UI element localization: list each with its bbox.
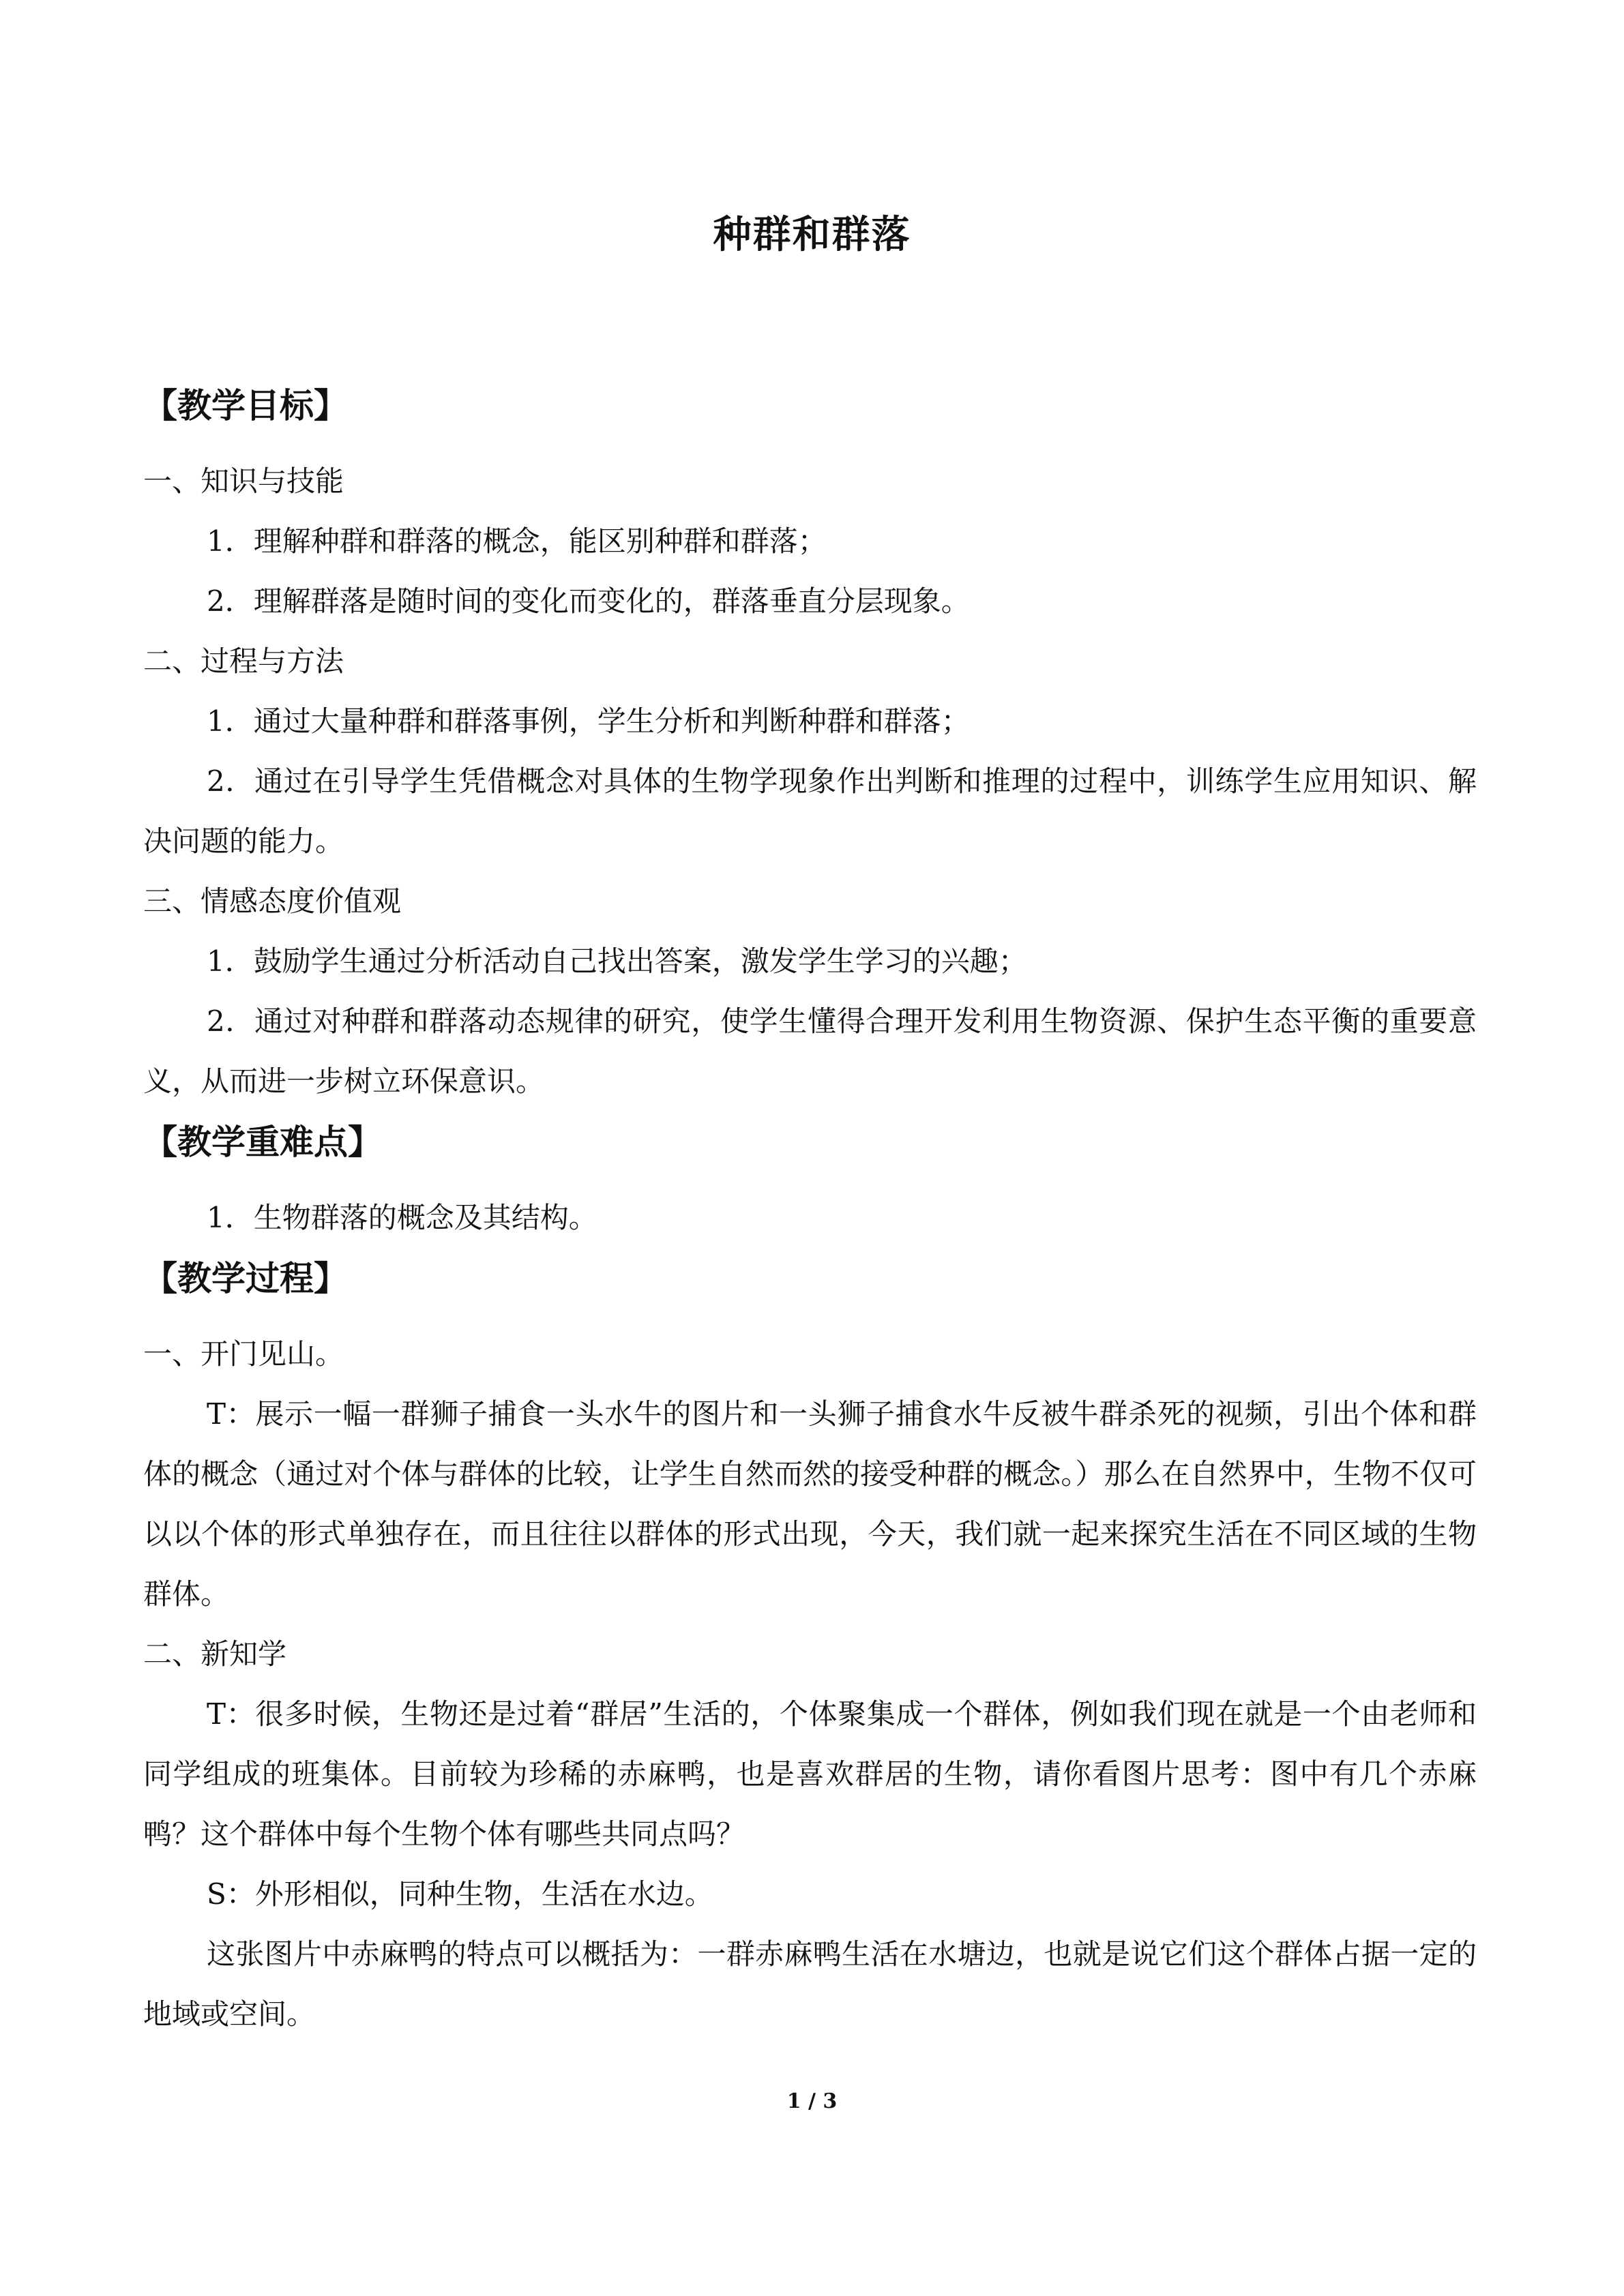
knowledge-item: 2．理解群落是随时间的变化而变化的，群落垂直分层现象。: [207, 584, 970, 618]
section-heading-teaching-process: 【教学过程】: [143, 1259, 348, 1298]
emotion-item: 2．通过对种群和群落动态规律的研究，使学生懂得合理开发利用生物资源、保护生态平衡的重要意义，从而进一步树立环保意识。: [143, 1004, 1477, 1098]
emotion-item: 1．鼓励学生通过分析活动自己找出答案，激发学生学习的兴趣；: [207, 944, 1027, 978]
subsection-title-new-knowledge: 二、新知学: [143, 1637, 287, 1671]
process-item: 2．通过在引导学生凭借概念对具体的生物学现象作出判断和推理的过程中，训练学生应用知识、解决问题的能力。: [143, 764, 1477, 858]
new-knowledge-paragraph: T：很多时候，生物还是过着“群居”生活的，个体聚集成一个群体，例如我们现在就是一个由老师和同学组成的班集体。目前较为珍稀的赤麻鸭，也是喜欢群居的生物，请你看图片思考：图中有几个赤麻鸭？这个群体中每个生物个体有哪些共同点吗？: [143, 1697, 1477, 1851]
document-title: 种群和群落: [713, 212, 911, 257]
new-knowledge-paragraph: 这张图片中赤麻鸭的特点可以概括为：一群赤麻鸭生活在水塘边，也就是说它们这个群体占据一定的地域或空间。: [143, 1937, 1477, 2031]
subsection-title-process-method: 二、过程与方法: [143, 644, 344, 678]
subsection-title-knowledge: 一、知识与技能: [143, 464, 344, 498]
process-item: 1．通过大量种群和群落事例，学生分析和判断种群和群落；: [207, 704, 970, 738]
document-body: [143, 375, 1477, 2044]
new-knowledge-paragraph: S：外形相似，同种生物，生活在水边。: [207, 1877, 713, 1911]
section-heading-key-points: 【教学重难点】: [143, 1122, 382, 1162]
subsection-title-emotion: 三、情感态度价值观: [143, 884, 402, 918]
page-number: 1 / 3: [786, 2089, 838, 2113]
section-heading-teaching-goals: 【教学目标】: [143, 386, 348, 426]
knowledge-item: 1．理解种群和群落的概念，能区别种群和群落；: [207, 524, 827, 558]
intro-paragraph: T：展示一幅一群狮子捕食一头水牛的图片和一头狮子捕食水牛反被牛群杀死的视频，引出个体和群体的概念（通过对个体与群体的比较，让学生自然而然的接受种群的概念。）那么在自然界中，生物不仅可以以个体的形式单独存在，而且往往以群体的形式出现，今天，我们就一起来探究生活在不同区域的生物群体。: [143, 1397, 1477, 1611]
key-point-item: 1．生物群落的概念及其结构。: [207, 1201, 597, 1234]
subsection-title-intro: 一、开门见山。: [143, 1337, 344, 1371]
